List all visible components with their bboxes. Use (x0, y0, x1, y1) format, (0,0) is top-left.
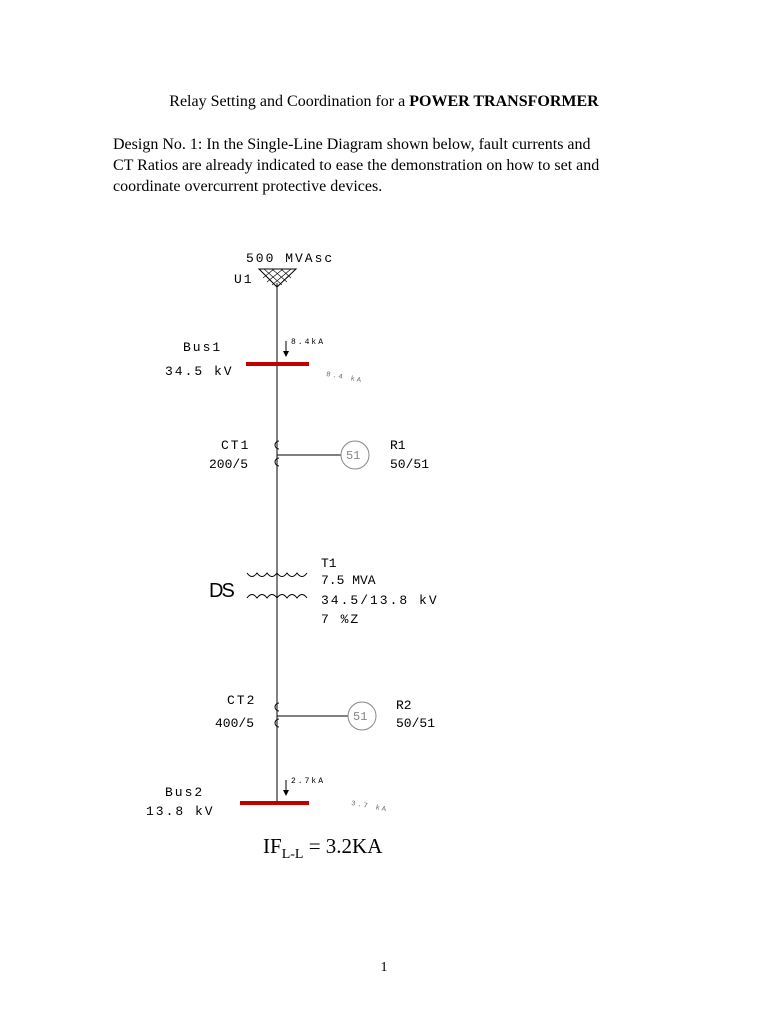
bus2-fault-current-faint: 3.7 kA (350, 799, 389, 815)
transformer-tag: DS (209, 580, 233, 602)
bus1-fault-current: 8.4kA (291, 338, 326, 347)
source-rating: 500 MVAsc (246, 251, 335, 266)
intro-line-2: CT Ratios are already indicated to ease the demonstration on how to set and (113, 157, 600, 174)
bus2-label: Bus2 (165, 785, 205, 800)
ct2-ratio: 400/5 (215, 716, 255, 731)
transformer-voltage: 34.5/13.8 kV (321, 593, 439, 608)
title-bold: POWER TRANSFORMER (409, 93, 599, 110)
fault-current-prefix: IF (263, 834, 282, 858)
relay2-type: 50/51 (396, 716, 436, 731)
source-label: U1 (234, 272, 254, 287)
title-prefix: Relay Setting and Coordination for a (169, 93, 410, 110)
ct1-label: CT1 (221, 438, 251, 453)
fault-arrow-icon (283, 780, 289, 796)
transformer-rating: 7.5 MVA (321, 573, 376, 588)
fault-current-value: = 3.2KA (303, 834, 383, 858)
relay1-type: 50/51 (390, 457, 430, 472)
fault-current-subscript: L-L (281, 847, 304, 863)
bus2-voltage: 13.8 kV (146, 804, 215, 819)
bus2-fault-current: 2.7kA (291, 777, 326, 786)
ct2-symbol-icon (275, 703, 348, 727)
relay1-symbol: 51 (346, 449, 361, 463)
page-number: 1 (380, 960, 388, 975)
transformer-impedance: 7 %Z (321, 612, 361, 627)
intro-line-1: Design No. 1: In the Single-Line Diagram shown below, fault currents and (113, 136, 591, 153)
bus1-voltage: 34.5 kV (165, 364, 234, 379)
fault-arrow-icon (283, 341, 289, 357)
fault-current-ll (263, 834, 382, 863)
transformer-label: T1 (321, 556, 337, 571)
bus1-label: Bus1 (183, 340, 223, 355)
bus1-fault-current-faint: 8.4 kA (325, 370, 364, 386)
relay2-label: R2 (396, 698, 412, 713)
intro-line-3: coordinate overcurrent protective devices. (113, 178, 383, 195)
relay1-label: R1 (390, 438, 406, 453)
ct1-ratio: 200/5 (209, 457, 249, 472)
ct1-symbol-icon (275, 441, 341, 466)
relay2-symbol: 51 (353, 710, 368, 724)
ct2-label: CT2 (227, 693, 257, 708)
